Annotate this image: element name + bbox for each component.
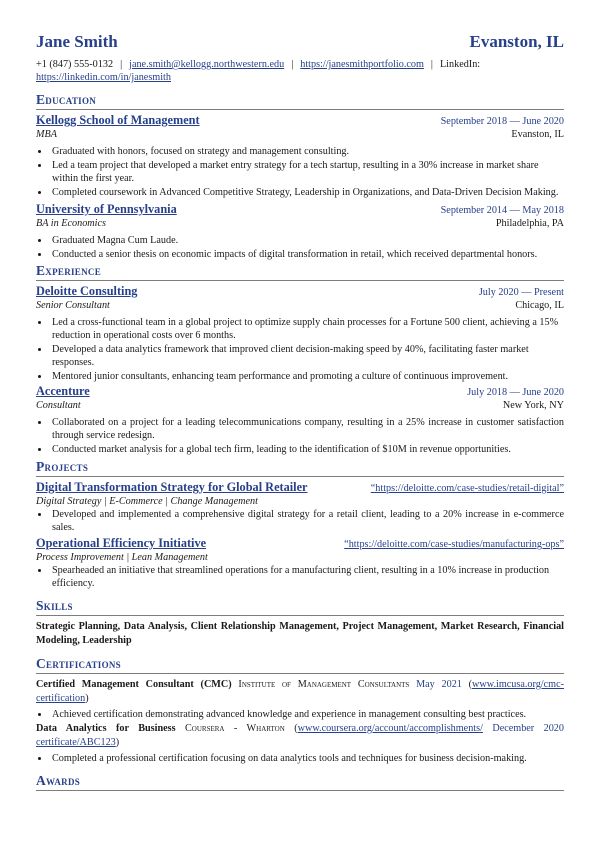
section-title-awards: Awards: [36, 773, 564, 791]
bullet-list: [36, 508, 564, 534]
certification-name: Certified Management Consultant (CMC): [36, 679, 232, 690]
company-name[interactable]: Accenture: [36, 384, 90, 398]
certifications-section: [36, 656, 564, 765]
certification-org: Institute of Management Consultants: [238, 679, 410, 690]
bullet-list: [36, 708, 564, 721]
certification-line: Data Analytics for Business Coursera - Wharton (www.coursera.org/account/accomplishments/ December 2020 certificate/ABC123): [36, 723, 564, 748]
section-title-certifications: Certifications: [36, 656, 564, 674]
section-title-projects: Projects: [36, 459, 564, 477]
separator: |: [291, 59, 294, 70]
bullet-list: [36, 234, 564, 261]
awards-section: [36, 773, 564, 791]
certification-link[interactable]: www.imcusa.org/cmc-certification: [36, 679, 564, 704]
linkedin-label: LinkedIn:: [439, 59, 481, 70]
entry-location: Evanston, IL: [511, 129, 564, 140]
certification-entry: [36, 678, 564, 721]
school-name[interactable]: University of Pennsylvania: [36, 202, 177, 216]
experience-section: [36, 263, 564, 456]
candidate-location: Evanston, IL: [469, 32, 564, 51]
candidate-name: Jane Smith: [36, 32, 118, 51]
project-link[interactable]: “https://deloitte.com/case-studies/manufacturing-ops”: [344, 539, 564, 550]
project-name[interactable]: Digital Transformation Strategy for Global Retailer: [36, 480, 308, 494]
certification-line: Certified Management Consultant (CMC) Institute of Management Consultants May 2021 (www.imcusa.org/cmc-certification): [36, 679, 564, 704]
section-title-experience: Experience: [36, 263, 564, 281]
education-section: [36, 92, 564, 261]
bullet-list: [36, 564, 564, 590]
degree: MBA: [36, 129, 57, 140]
entry-location: Philadelphia, PA: [495, 218, 564, 229]
list-item: • Achieved certification demonstrating advanced knowledge and experience in management consulting best practices.: [50, 708, 564, 721]
list-item: • Developed and implemented a comprehensive digital strategy for a retail client, leading to a 20% increase in e-commerce sales.: [50, 508, 564, 534]
certification-name: Data Analytics for Business: [36, 723, 176, 734]
list-item: • Collaborated on a project for a leading telecommunications company, resulting in a 25% increase in customer satisfaction through service redesign.: [50, 416, 564, 442]
education-entry: [36, 202, 564, 261]
school-name[interactable]: Kellogg School of Management: [36, 113, 200, 127]
list-item: • Mentored junior consultants, enhancing team performance and promoting a culture of continuous improvement.: [50, 370, 564, 383]
experience-entry: [36, 384, 564, 456]
list-item: • Spearheaded an initiative that streamlined operations for a manufacturing client, resulting in a 10% increase in production efficiency.: [50, 564, 564, 590]
entry-location: Chicago, IL: [515, 300, 564, 311]
certification-link[interactable]: www.coursera.org/account/accomplishments/: [297, 723, 483, 734]
projects-section: [36, 459, 564, 590]
project-name[interactable]: Operational Efficiency Initiative: [36, 536, 207, 550]
contact-line: [36, 58, 564, 84]
bullet-list: [36, 316, 564, 383]
project-link[interactable]: “https://deloitte.com/case-studies/retail-digital”: [370, 483, 564, 494]
project-tags: Process Improvement | Lean Management: [36, 552, 208, 563]
job-title: Consultant: [36, 400, 81, 411]
separator: |: [430, 59, 433, 70]
resume-page: [36, 0, 564, 791]
certification-entry: [36, 722, 564, 765]
list-item: • Completed coursework in Advanced Competitive Strategy, Leadership in Organizations, and Data-Driven Decision Making.: [50, 186, 564, 199]
entry-location: New York, NY: [502, 400, 564, 411]
website-link[interactable]: https://janesmithportfolio.com: [300, 59, 424, 70]
email-link[interactable]: jane.smith@kellogg.northwestern.edu: [129, 59, 285, 70]
list-item: • Graduated with honors, focused on strategy and management consulting.: [50, 145, 564, 158]
project-entry: [36, 536, 564, 590]
bullet-list: [36, 752, 564, 765]
skills-list: Strategic Planning, Data Analysis, Client Relationship Management, Project Management, Market Research, Financial Modeling, Leadership: [36, 621, 564, 646]
job-title: Senior Consultant: [36, 300, 110, 311]
list-item: • Led a cross-functional team in a global project to optimize supply chain processes for a Fortune 500 client, achieving a 15% reduction in operational costs over 6 months.: [50, 316, 564, 342]
company-name[interactable]: Deloitte Consulting: [36, 284, 138, 298]
entry-dates: July 2018 — June 2020: [467, 387, 564, 398]
linkedin-link[interactable]: https://linkedin.com/in/janesmith: [36, 72, 171, 83]
certification-date: December 2020: [492, 723, 564, 734]
entry-dates: July 2020 — Present: [478, 287, 564, 298]
section-title-skills: Skills: [36, 598, 564, 616]
certification-link-continued[interactable]: certificate/ABC123: [36, 737, 116, 748]
certification-date: May 2021: [416, 679, 462, 690]
section-title-education: Education: [36, 92, 564, 110]
experience-entry: [36, 284, 564, 383]
list-item: • Developed a data analytics framework that improved client decision-making speed by 40%, facilitating faster market responses.: [50, 343, 564, 369]
list-item: • Conducted market analysis for a global tech firm, leading to the identification of $10M in revenue opportunities.: [50, 443, 564, 456]
degree: BA in Economics: [36, 218, 106, 229]
list-item: • Led a team project that developed a market entry strategy for a tech startup, resulting in a 30% increase in market share within the first year.: [50, 159, 564, 185]
list-item: • Conducted a senior thesis on economic impacts of digital transformation in retail, which received departmental honors.: [50, 248, 564, 261]
education-entry: [36, 113, 564, 199]
separator: |: [120, 59, 123, 70]
phone-number: +1 (847) 555-0132: [36, 59, 114, 70]
project-tags: Digital Strategy | E-Commerce | Change Management: [36, 496, 258, 507]
entry-dates: September 2018 — June 2020: [440, 116, 564, 127]
resume-header: [36, 32, 564, 52]
skills-section: [36, 598, 564, 648]
certification-org: Coursera - Wharton: [185, 723, 285, 734]
bullet-list: [36, 145, 564, 199]
project-entry: [36, 480, 564, 534]
entry-dates: September 2014 — May 2018: [440, 205, 564, 216]
list-item: • Completed a professional certification focusing on data analytics tools and techniques for business decision-making.: [50, 752, 564, 765]
bullet-list: [36, 416, 564, 456]
list-item: • Graduated Magna Cum Laude.: [50, 234, 564, 247]
